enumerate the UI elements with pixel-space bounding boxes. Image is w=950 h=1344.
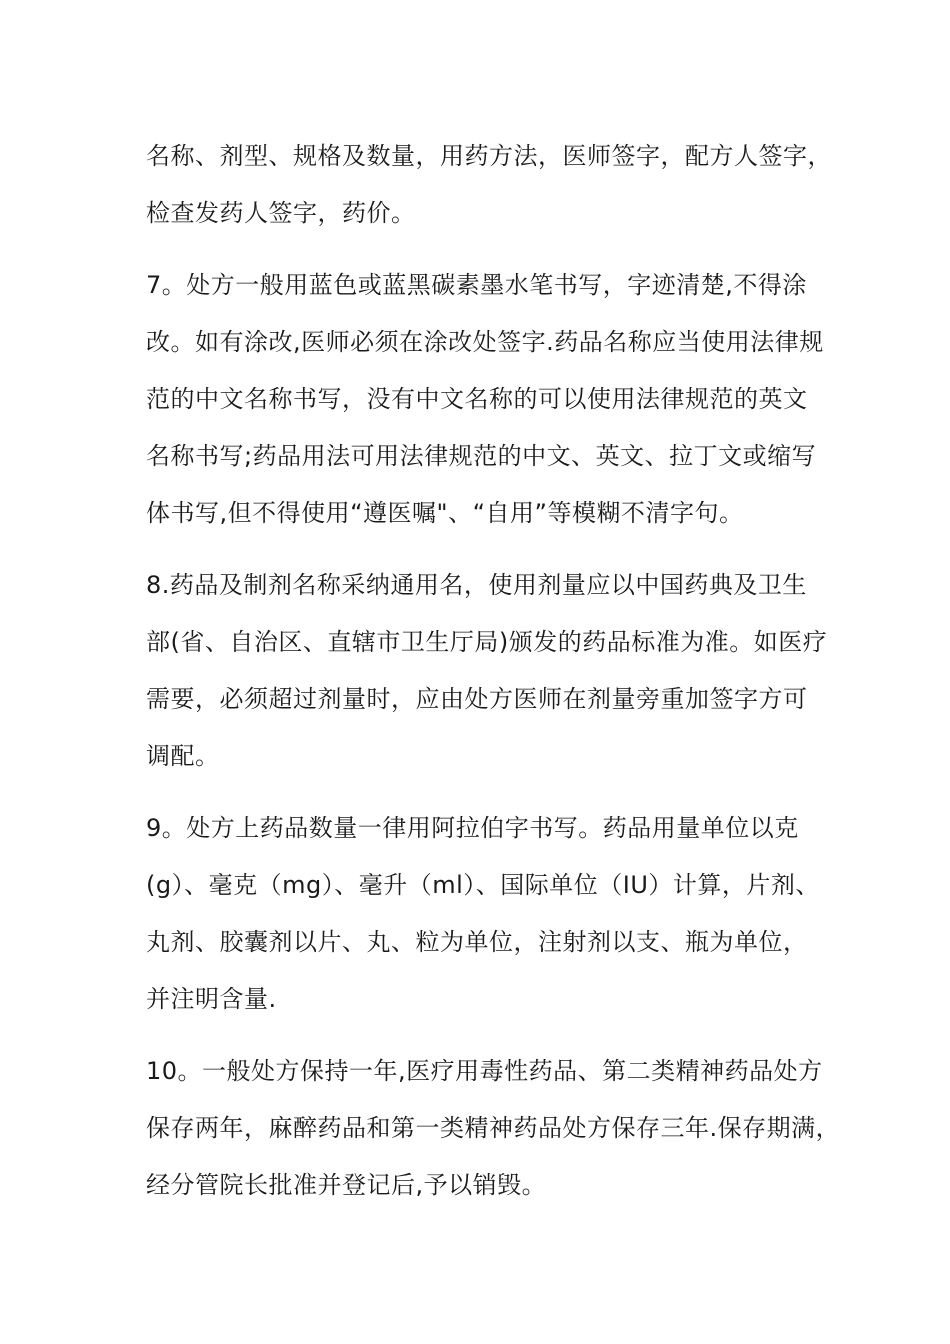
text-line: 需要，必须超过剂量时，应由处方医师在剂量旁重加签字方可 — [146, 685, 808, 713]
paragraph-continuation — [146, 128, 832, 242]
text-line: (g）、毫克（mg）、毫升（ml）、国际单位（IU）计算，片剂、 — [146, 871, 820, 899]
text-line: 并注明含量. — [146, 985, 277, 1013]
text-line: 范的中文名称书写，没有中文名称的可以使用法律规范的英文 — [146, 385, 808, 413]
text-line: 9。处方上药品数量一律用阿拉伯字书写。药品用量单位以克 — [146, 814, 799, 842]
text-line: 检查发药人签字，药价。 — [146, 199, 416, 227]
text-line: 7。处方一般用蓝色或蓝黑碳素墨水笔书写，字迹清楚,不得涂 — [146, 271, 807, 299]
paragraph-item-7 — [146, 257, 826, 542]
paragraph-item-8 — [146, 557, 826, 785]
text-line: 名称书写;药品用法可用法律规范的中文、英文、拉丁文或缩写 — [146, 442, 817, 470]
text-line: 保存两年，麻醉药品和第一类精神药品处方保存三年.保存期满， — [146, 1114, 841, 1142]
document-body — [146, 128, 841, 1229]
text-line: 经分管院长批准并登记后,予以销毁。 — [146, 1171, 547, 1199]
text-line: 部(省、自治区、直辖市卫生厅局)颁发的药品标准为准。如医疗 — [146, 628, 828, 656]
paragraph-item-9 — [146, 800, 826, 1028]
text-line: 调配。 — [146, 742, 220, 770]
text-line: 体书写,但不得使用“遵医嘱"、“自用”等模糊不清字句。 — [146, 499, 744, 527]
text-line: 10。一般处方保持一年,医疗用毒性药品、第二类精神药品处方 — [146, 1057, 823, 1085]
paragraph-item-10 — [146, 1043, 841, 1214]
text-line: 名称、剂型、规格及数量，用药方法，医师签字，配方人签字， — [146, 142, 832, 170]
text-line: 改。如有涂改,医师必须在涂改处签字.药品名称应当使用法律规 — [146, 328, 824, 356]
text-line: 8.药品及制剂名称采纳通用名，使用剂量应以中国药典及卫生 — [146, 571, 807, 599]
text-line: 丸剂、胶囊剂以片、丸、粒为单位，注射剂以支、瓶为单位， — [146, 928, 808, 956]
